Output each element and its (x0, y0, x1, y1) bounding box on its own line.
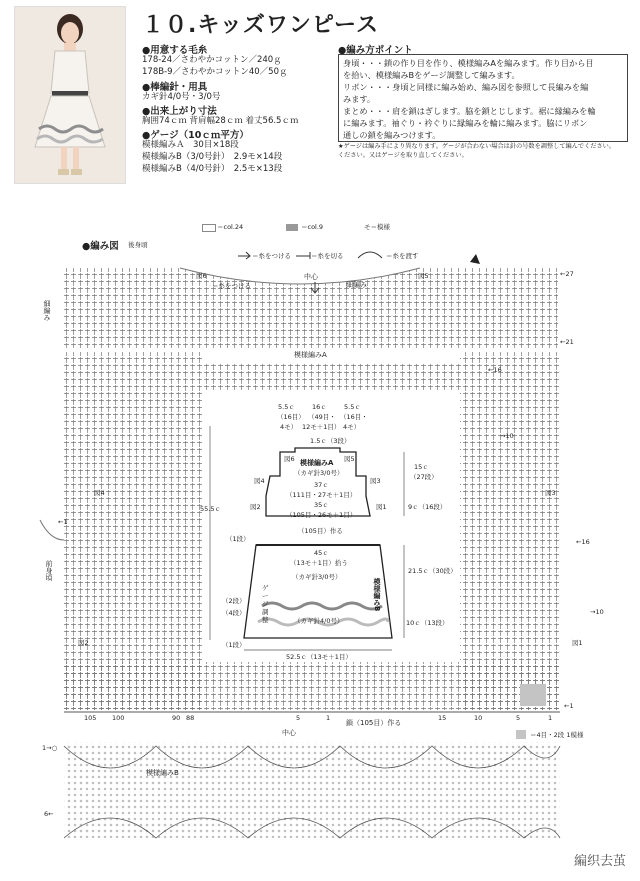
fig3-right: 図3 (545, 489, 556, 497)
sch-hook-a: （カギ針3/0号） (294, 469, 344, 477)
dim-l1: （1段） (226, 535, 250, 543)
dim-l55: 55.5ｃ (200, 505, 221, 513)
tools-heading: ●棒編針・用具 (142, 82, 208, 93)
center-bottom: 中心 (282, 729, 296, 737)
points-line: 通しの鎖を編みつけます。 (343, 130, 441, 140)
upper-mid-band (204, 364, 460, 390)
points-line: リボン・・・身頃と同様に編み始め、編み図を参照して長編みを編 (343, 82, 589, 92)
gauge-line-3: 模様編みB（4/0号針） 2.5モ×13段 (142, 164, 283, 174)
dim-r9: 9ｃ（16段） (408, 503, 447, 511)
dim-neck: 1.5ｃ（3段） (310, 437, 351, 445)
watermark: 編织去茧 (573, 854, 626, 869)
gray-block (520, 684, 546, 706)
fig2-left: 図2 (78, 639, 89, 647)
tick-88: 88 (186, 714, 195, 722)
edging-band (64, 742, 560, 838)
hosoami-label: 細編み (346, 281, 367, 289)
fig1-right: 図1 (572, 639, 583, 647)
legend-col9: ＝col.9 (301, 223, 324, 231)
row-1a: ←1 (58, 518, 68, 526)
tick-100: 100 (112, 714, 125, 722)
dim-l2: （2段） (222, 597, 246, 605)
sch-fig1: 図1 (376, 503, 387, 511)
dim-chain: （105目）作る (298, 527, 343, 535)
sch-hook-b1: （カギ針3/0号） (292, 573, 342, 581)
size-heading: ●出来上がり寸法 (142, 106, 217, 117)
sch-fig2: 図2 (250, 503, 261, 511)
yarn-line-1: 178-24／さわやかコットン／240ｇ (142, 55, 282, 65)
points-line: に編みます。袖ぐり・衿ぐりに縁編みを輪に編みます。脇にリボン (343, 118, 588, 128)
dim-r15-sub: （27段） (410, 473, 438, 481)
row-1b: ←1 (564, 702, 574, 710)
tick-1a: 1 (326, 714, 331, 722)
dim-top-mid-mo: 12モ＋1目） (302, 423, 341, 431)
points-line: 身頃・・・鎖の作り目を作り、模様編みAを編みます。作り目から目 (343, 58, 594, 68)
tick-5a: 5 (296, 714, 301, 722)
sch-pattern-a: 模様編みA (300, 459, 334, 467)
gauge-adjust: ゲージ調整 (262, 584, 269, 624)
dim-r15: 15ｃ (414, 463, 429, 471)
fig6-top: 図6 (196, 272, 207, 280)
size-line: 胸囲74ｃｍ 背肩幅28ｃｍ 着丈56.5ｃｍ (142, 116, 299, 126)
points-heading: ●編み方ポイント (338, 45, 413, 56)
gray-note-swatch (516, 730, 526, 739)
legend-mo: モ＝模様 (364, 223, 390, 231)
tick-15: 15 (438, 714, 447, 722)
legend-attach: ＝糸をつける (252, 252, 291, 260)
dim-l4: （4段） (222, 609, 246, 617)
tools-line: カギ針4/0号・3/0号 (142, 92, 221, 102)
dim-r10: 10ｃ（13段） (406, 619, 449, 627)
tick-90: 90 (172, 714, 181, 722)
yarn-heading: ●用意する毛糸 (142, 45, 208, 56)
left-panel (64, 352, 204, 710)
center-top: 中心 (304, 273, 318, 281)
pattern-b-label: 模様編みB (146, 769, 179, 777)
dim-w45: 45ｃ (314, 549, 329, 557)
legend-col24: ＝col.24 (217, 223, 244, 231)
dim-w35: 35ｃ (314, 501, 329, 509)
dim-w45-sub: （13モ＋1目）拾う (290, 559, 348, 567)
gauge-heading: ●ゲージ（10ｃｍ平方） (142, 130, 249, 141)
fig4-left: 図4 (94, 489, 105, 497)
dim-top-left: 5.5ｃ (278, 403, 295, 411)
dim-top-left-sub: （16目） (277, 413, 305, 421)
row-6: 6← (44, 810, 54, 818)
sch-fig3: 図3 (370, 477, 381, 485)
row-27: ←27 (560, 270, 574, 278)
row-10b: →10 (590, 608, 604, 616)
dim-top-right-sub: （16目・ (340, 413, 368, 421)
sch-fig4: 図4 (254, 477, 265, 485)
fig5-top: 図5 (418, 272, 429, 280)
yarn-line-2: 178B-9／さわやかコットン40／50ｇ (142, 67, 288, 77)
gauge-note-1: ★ゲージは編み手により異なります。ゲージが合わない場合は針の号数を調整して編んでください。 (338, 143, 616, 150)
dim-b1: （1段） (222, 641, 246, 649)
legend-cut: ＝糸を切る (311, 252, 344, 260)
dim-r21: 21.5ｃ（30段） (408, 567, 457, 575)
dim-w37: 37ｃ (314, 481, 329, 489)
bottom-band (64, 662, 560, 710)
dim-top-right: 5.5ｃ (344, 403, 361, 411)
row-16a: ←16 (488, 366, 502, 374)
points-line: を拾い、模様編みBをゲージ調整して編みます。 (343, 70, 520, 80)
dim-w35-sub: （105目・26モ＋1目） (286, 511, 357, 519)
gauge-note-2: ください。又はゲージを取り直してください。 (338, 151, 468, 159)
sch-fig5: 図5 (344, 455, 355, 463)
points-line: まとめ・・・肩を鎖はぎします。脇を鎖とじします。裾に縁編みを輪 (343, 106, 596, 116)
row-10a: →10 (500, 432, 514, 440)
diagram-heading: ●編み図 (82, 241, 119, 252)
right-panel (460, 352, 560, 710)
dim-w52: 52.5ｃ（13モ＋1目） (286, 653, 352, 661)
row-21: ←21 (560, 338, 574, 346)
dim-top-left-mo: 4モ） (280, 423, 298, 431)
hosoami-left: 細編み (43, 300, 51, 321)
gauge-line-2: 模様編みB（3/0号針） 2.9モ×14段 (142, 152, 283, 162)
sch-hook-b2: （カギ針4/0号） (294, 617, 344, 625)
points-line: みます。 (343, 94, 376, 104)
dim-w37-sub: （111目・27モ＋1目） (286, 491, 357, 499)
sch-fig6: 図6 (284, 455, 295, 463)
diagram-sub: 後身頃 (128, 241, 148, 249)
attach-note: ＝糸をつける (212, 282, 251, 290)
dim-top-right-mo: 4モ） (343, 423, 361, 431)
tick-1b: 1 (548, 714, 553, 722)
gray-note: ＝4目・2段 1模様 (530, 731, 584, 739)
gauge-line-1: 模様編みＡ 30目×18段 (142, 140, 239, 150)
tick-5b: 5 (516, 714, 521, 722)
tick-105: 105 (84, 714, 97, 722)
row-1d: 1→○ (42, 744, 58, 752)
chain-start-label: 鎖（105目）作る (346, 719, 402, 727)
tick-10: 10 (474, 714, 483, 722)
front-label: 前身頃 (45, 560, 53, 581)
dim-top-mid: 16ｃ (312, 403, 327, 411)
row-16b: ←16 (576, 538, 590, 546)
page-title: １０.キッズワンピース (142, 13, 379, 38)
legend-pass: ＝糸を渡す (386, 252, 419, 260)
dim-top-mid-sub: （49目・ (308, 413, 336, 421)
sch-pattern-b: 模様編みB (373, 578, 381, 612)
pattern-a-label: 模様編みA (294, 351, 327, 359)
